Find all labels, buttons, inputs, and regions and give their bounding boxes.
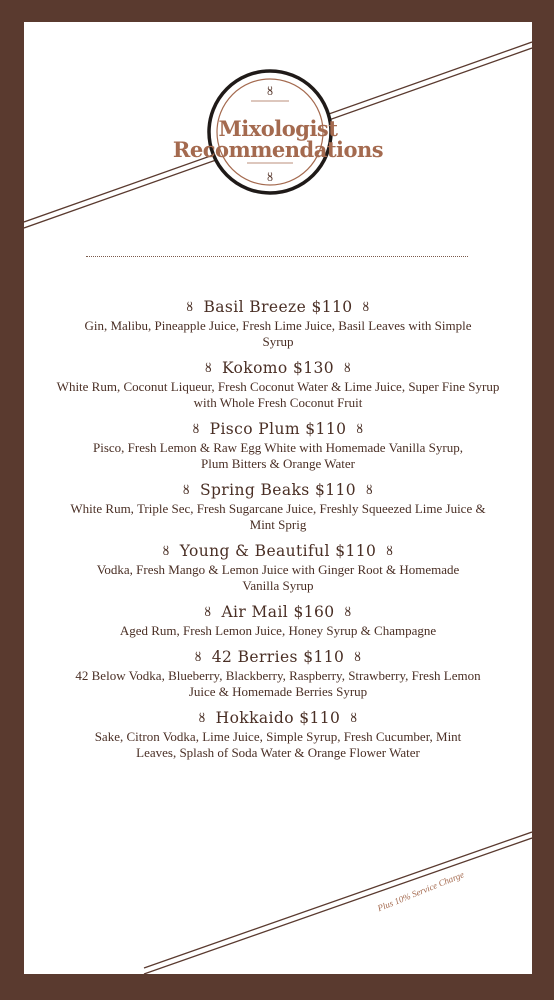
ornament-icon: ȣ <box>366 483 374 497</box>
ornament-icon: ȣ <box>344 605 352 619</box>
cocktail-name-price: Kokomo $130 <box>221 359 335 377</box>
cocktail-item-young-beautiful <box>24 541 532 594</box>
cocktail-item-spring-beaks <box>24 480 532 533</box>
ornament-icon: ȣ <box>344 361 352 375</box>
cocktail-description: Sake, Citron Vodka, Lime Juice, Simple Syrup, Fresh Cucumber, Mint Leaves, Splash of Soda Water & Orange Flower Water <box>94 729 462 760</box>
cocktail-item-42-berries <box>24 647 532 700</box>
cocktail-item-hokkaido <box>24 708 532 761</box>
ornament-icon: ȣ <box>194 650 202 664</box>
cocktail-heading <box>24 602 532 622</box>
cocktail-description: White Rum, Triple Sec, Fresh Sugarcane Juice, Freshly Squeezed Lime Juice & Mint Sprig <box>70 501 486 532</box>
ornament-icon: ȣ <box>386 544 394 558</box>
cocktail-heading <box>24 297 532 317</box>
ornament-icon: ȣ <box>186 300 194 314</box>
cocktail-description: Pisco, Fresh Lemon & Raw Egg White with Homemade Vanilla Syrup, Plum Bitters & Orange Water <box>93 440 463 471</box>
cocktail-description: Aged Rum, Fresh Lemon Juice, Honey Syrup & Champagne <box>119 623 437 638</box>
cocktail-heading <box>24 480 532 500</box>
menu-card <box>24 22 532 974</box>
ornament-icon: ȣ <box>204 605 212 619</box>
ornament-icon: ȣ <box>362 300 370 314</box>
cocktail-name-price: Young & Beautiful $110 <box>179 542 377 560</box>
title-line-1: Mixologist <box>218 116 338 141</box>
cocktail-list <box>24 297 532 769</box>
cocktail-heading <box>24 358 532 378</box>
title-line-2: Recommendations <box>172 137 384 162</box>
cocktail-description: Vodka, Fresh Mango & Lemon Juice with Ginger Root & Homemade Vanilla Syrup <box>96 562 460 593</box>
ornament-icon: ȣ <box>204 361 212 375</box>
dotted-divider <box>86 256 468 257</box>
cocktail-name-price: Spring Beaks $110 <box>199 481 357 499</box>
cocktail-description: White Rum, Coconut Liqueur, Fresh Coconut Water & Lime Juice, Super Fine Syrup with Whole Fresh Coconut Fruit <box>56 379 500 410</box>
cocktail-name-price: 42 Berries $110 <box>211 648 345 666</box>
cocktail-item-kokomo <box>24 358 532 411</box>
emblem-bottom-glyph: ȣ <box>266 171 274 184</box>
ornament-icon: ȣ <box>354 650 362 664</box>
ornament-icon: ȣ <box>162 544 170 558</box>
service-charge-note: Plus 10% Service Charge <box>376 869 466 914</box>
cocktail-description: 42 Below Vodka, Blueberry, Blackberry, Raspberry, Strawberry, Fresh Lemon Juice & Homemade Berries Syrup <box>75 668 481 699</box>
cocktail-name-price: Basil Breeze $110 <box>203 298 353 316</box>
cocktail-name-price: Pisco Plum $110 <box>209 420 347 438</box>
cocktail-heading <box>24 708 532 728</box>
cocktail-heading <box>24 419 532 439</box>
ornament-icon: ȣ <box>192 422 200 436</box>
ornament-icon: ȣ <box>198 711 206 725</box>
cocktail-item-pisco-plum <box>24 419 532 472</box>
cocktail-name-price: Hokkaido $110 <box>215 709 341 727</box>
emblem-top-glyph: ȣ <box>266 85 274 98</box>
cocktail-name-price: Air Mail $160 <box>221 603 335 621</box>
cocktail-item-air-mail <box>24 602 532 639</box>
ornament-icon: ȣ <box>182 483 190 497</box>
cocktail-description: Gin, Malibu, Pineapple Juice, Fresh Lime Juice, Basil Leaves with Simple Syrup <box>84 318 472 349</box>
cocktail-heading <box>24 647 532 667</box>
cocktail-heading <box>24 541 532 561</box>
ornament-icon: ȣ <box>356 422 364 436</box>
cocktail-item-basil-breeze <box>24 297 532 350</box>
page-title <box>24 118 532 160</box>
ornament-icon: ȣ <box>350 711 358 725</box>
